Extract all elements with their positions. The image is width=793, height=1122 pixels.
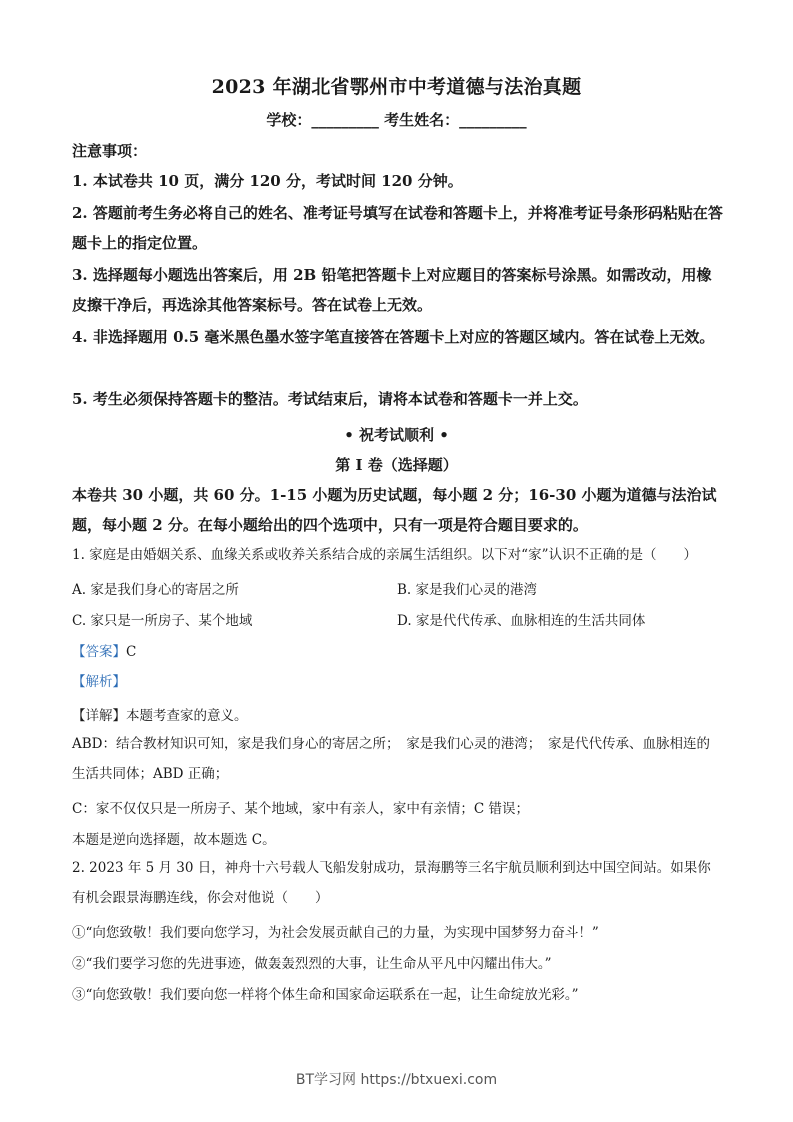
notice-item-1: 1. 本试卷共 10 页，满分 120 分，考试时间 120 分钟。 (72, 172, 463, 190)
page-title: 2023 年湖北省鄂州市中考道德与法治真题 (211, 76, 582, 98)
question-1-option-b: B. 家是我们心灵的港湾 (397, 582, 538, 598)
section-title: 第 I 卷（选择题） (335, 456, 458, 474)
good-luck-line: • 祝考试顺利 • (344, 426, 449, 444)
question-1-option-d: D. 家是代代传承、血脉相连的生活共同体 (397, 613, 646, 629)
notice-item-2: 2. 答题前考生务必将自己的姓名、准考证号填写在试卷和答题卡上，并将准考证号条形码粘贴在答题卡上的指定位置。 (72, 204, 723, 252)
question-1-option-a: A. 家是我们身心的寄居之所 (72, 582, 239, 598)
notice-heading: 注意事项： (72, 142, 148, 160)
question-1-stem: 1. 家庭是由婚姻关系、血缘关系或收养关系结合成的亲属生活组织。以下对“家”认识不正确的是（ ） (72, 547, 697, 563)
answer-line (72, 640, 136, 660)
site-watermark: BT学习网 https://btxuexi.com (295, 1072, 498, 1088)
analysis-conclusion: 本题是逆向选择题，故本题选 C。 (72, 832, 276, 848)
answer-tag: 【答案】 (72, 644, 126, 660)
notice-item-5: 5. 考生必须保持答题卡的整洁。考试结束后，请将本试卷和答题卡一并上交。 (72, 390, 588, 408)
detail-line: 【详解】本题考查家的意义。 (72, 708, 248, 724)
question-2-statement-1: ①“向您致敬！我们要向您学习，为社会发展贡献自己的力量，为实现中国梦努力奋斗！” (72, 925, 599, 941)
notice-item-4: 4. 非选择题用 0.5 毫米黑色墨水签字笔直接答在答题卡上对应的答题区域内。答在试卷上无效。 (72, 328, 715, 346)
analysis-abd: ABD：结合教材知识可知，家是我们身心的寄居之所； 家是我们心灵的港湾； 家是代代传承、血脉相连的生活共同体；ABD 正确； (72, 736, 710, 782)
notice-item-3: 3. 选择题每小题选出答案后，用 2B 铅笔把答题卡上对应题目的答案标号涂黑。如需改动，用橡皮擦干净后，再选涂其他答案标号。答在试卷上无效。 (72, 266, 712, 314)
school-name-line: 学校：_________ 考生姓名：_________ (266, 111, 527, 129)
answer-value: C (126, 644, 137, 660)
question-1-option-c: C. 家只是一所房子、某个地域 (72, 613, 253, 629)
analysis-tag: 【解析】 (72, 674, 126, 690)
section-intro: 本卷共 30 小题，共 60 分。1-15 小题为历史试题，每小题 2 分；16-30 小题为道德与法治试题，每小题 2 分。在每小题给出的四个选项中，只有一项是符合题目要求的。 (72, 486, 717, 534)
question-2-statement-3: ③“向您致敬！我们要向您一样将个体生命和国家命运联系在一起，让生命绽放光彩。” (72, 987, 579, 1003)
analysis-c: C：家不仅仅只是一所房子、某个地域，家中有亲人，家中有亲情；C 错误； (72, 801, 529, 817)
question-2-statement-2: ②“我们要学习您的先进事迹，做轰轰烈烈的大事，让生命从平凡中闪耀出伟大。” (72, 956, 552, 972)
question-2-stem: 2. 2023 年 5 月 30 日，神舟十六号载人飞船发射成功，景海鹏等三名宇航员顺利到达中国空间站。如果你有机会跟景海鹏连线，你会对他说（ ） (72, 860, 711, 906)
